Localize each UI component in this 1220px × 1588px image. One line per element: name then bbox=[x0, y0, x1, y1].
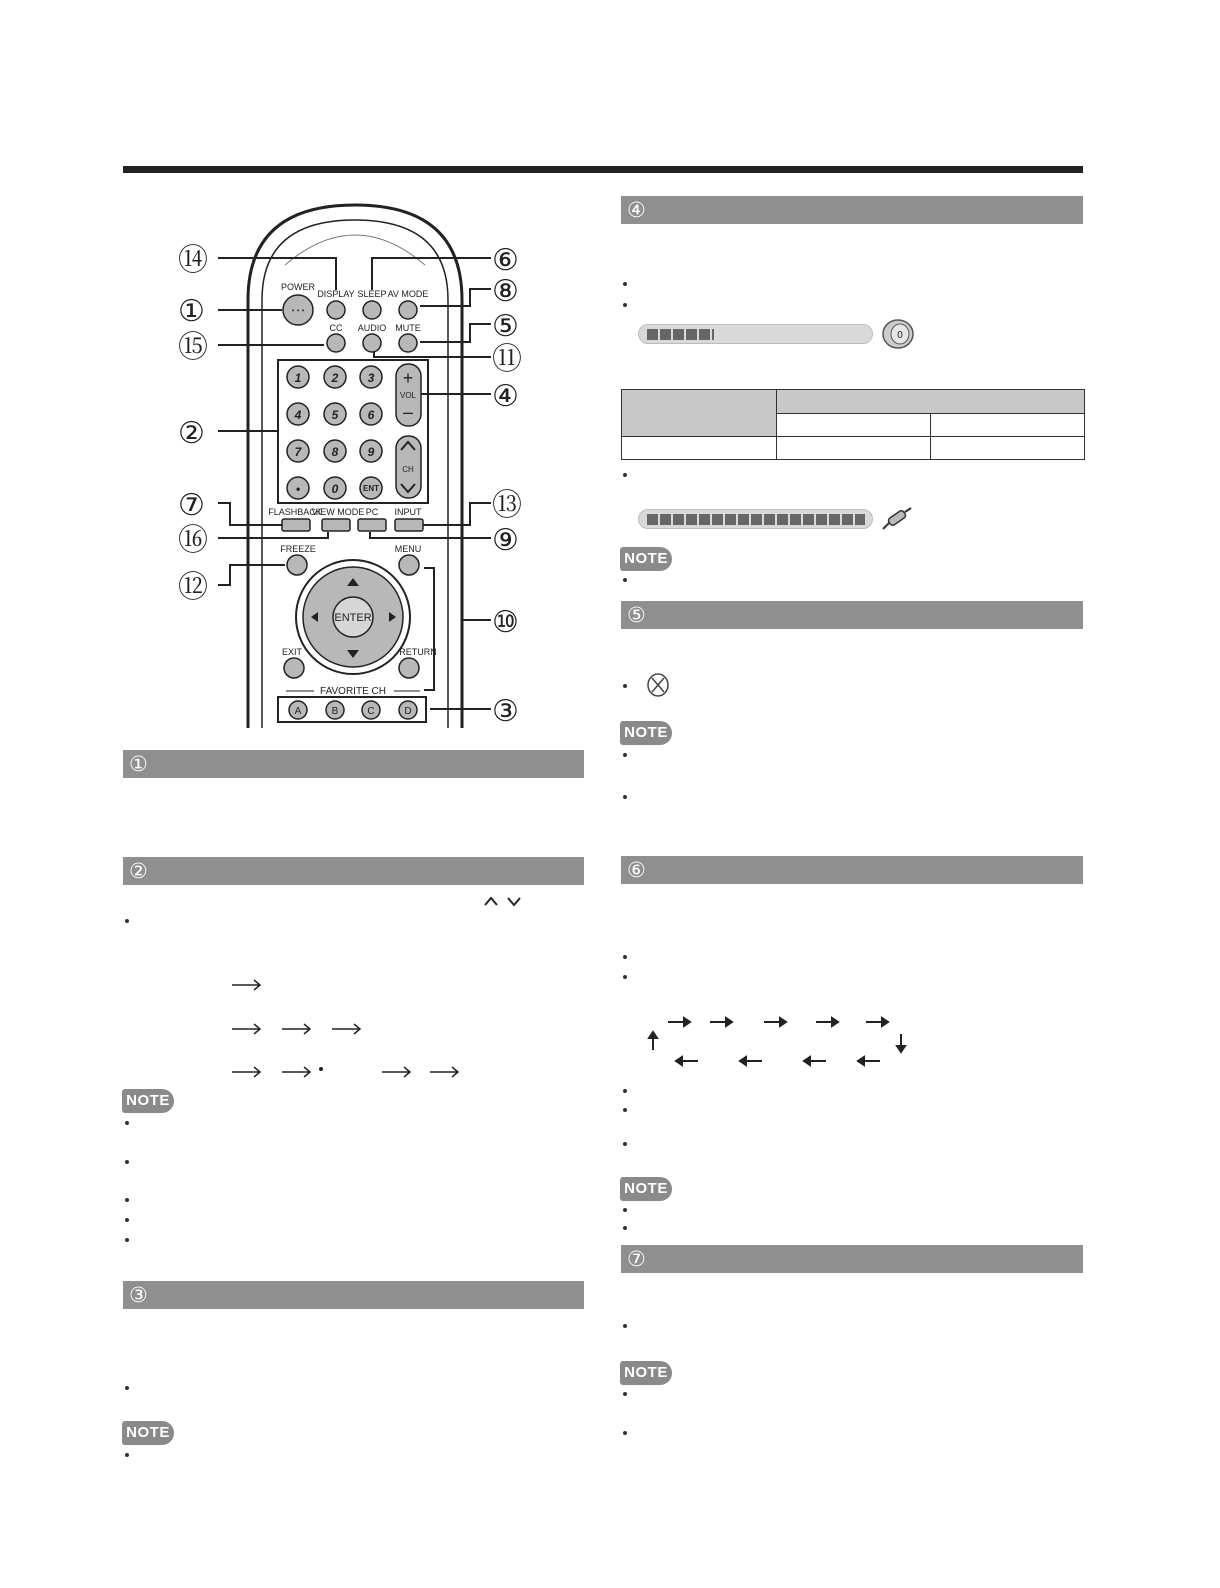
bullet bbox=[125, 1198, 129, 1202]
audio-label: AUDIO bbox=[357, 323, 387, 333]
callout-16: ⑯ bbox=[178, 524, 208, 557]
callout-4: ④ bbox=[492, 380, 519, 413]
callout-8: ⑧ bbox=[492, 275, 519, 308]
bullet bbox=[623, 955, 627, 959]
channel-up-down-icon bbox=[482, 894, 524, 908]
bullet bbox=[623, 578, 627, 582]
bullet bbox=[623, 1324, 627, 1328]
section-4-header bbox=[621, 196, 1083, 224]
volume-zero-label: 0 bbox=[897, 330, 903, 341]
menu-button[interactable] bbox=[399, 555, 419, 575]
bullet bbox=[623, 1226, 627, 1230]
audio-output-table bbox=[621, 389, 1085, 460]
svg-text:7: 7 bbox=[294, 445, 302, 459]
callout-15: ⑮ bbox=[178, 331, 208, 364]
cc-button[interactable] bbox=[327, 334, 345, 352]
enter-label: ENTER bbox=[334, 612, 372, 624]
sleep-timer-cycle-arrows bbox=[640, 1012, 920, 1072]
bullet bbox=[623, 753, 627, 757]
svg-text:• • •: • • • bbox=[291, 306, 305, 315]
bullet bbox=[125, 919, 129, 923]
callout-1: ① bbox=[178, 295, 205, 328]
cc-label: CC bbox=[329, 323, 343, 333]
flashback-button[interactable] bbox=[282, 519, 310, 531]
bullet bbox=[125, 1238, 129, 1242]
mute-label: MUTE bbox=[395, 323, 421, 333]
bullet bbox=[623, 1431, 627, 1435]
svg-text:B: B bbox=[331, 706, 339, 717]
bullet bbox=[623, 1208, 627, 1212]
bullet bbox=[623, 795, 627, 799]
section-7-number: ⑦ bbox=[627, 1247, 646, 1271]
audio-plug-icon bbox=[880, 506, 914, 532]
callout-2: ② bbox=[178, 417, 205, 450]
vol-plus-label: + bbox=[402, 368, 414, 388]
svg-text:D: D bbox=[404, 706, 412, 717]
note-badge: NOTE bbox=[620, 547, 672, 571]
power-label: POWER bbox=[280, 282, 316, 292]
section-3-number: ③ bbox=[129, 1283, 148, 1307]
section-2-header bbox=[123, 857, 584, 885]
note-badge: NOTE bbox=[620, 1361, 672, 1385]
svg-text:1: 1 bbox=[294, 371, 302, 385]
bullet bbox=[623, 303, 627, 307]
svg-text:8: 8 bbox=[331, 445, 339, 459]
note-badge: NOTE bbox=[122, 1421, 174, 1445]
callout-7: ⑦ bbox=[178, 489, 205, 522]
vol-minus-label: – bbox=[402, 402, 414, 422]
favorite-ch-label: FAVORITE CH bbox=[320, 686, 386, 697]
bullet bbox=[125, 1386, 129, 1390]
sleep-label: SLEEP bbox=[357, 289, 387, 299]
return-button[interactable] bbox=[399, 658, 419, 678]
bullet bbox=[623, 282, 627, 286]
svg-text:•: • bbox=[295, 482, 301, 496]
bullet bbox=[623, 975, 627, 979]
callout-12: ⑫ bbox=[178, 571, 208, 604]
bullet bbox=[623, 473, 627, 477]
svg-text:3: 3 bbox=[367, 371, 375, 385]
pc-label: PC bbox=[365, 507, 379, 517]
freeze-button[interactable] bbox=[287, 555, 307, 575]
exit-label: EXIT bbox=[281, 647, 303, 657]
section-6-number: ⑥ bbox=[627, 858, 646, 882]
return-label: RETURN bbox=[399, 647, 437, 657]
callout-14: ⑭ bbox=[178, 244, 208, 277]
av-mode-label: AV MODE bbox=[387, 289, 429, 299]
section-1-number: ① bbox=[129, 752, 148, 776]
volume-bar-full bbox=[638, 509, 873, 529]
svg-text:4: 4 bbox=[294, 408, 302, 422]
section-6-header bbox=[621, 856, 1083, 884]
menu-label: MENU bbox=[394, 544, 422, 554]
bullet bbox=[623, 684, 627, 688]
channel-entry-arrows bbox=[228, 975, 468, 1081]
callout-11: ⑪ bbox=[492, 343, 522, 376]
flashback-label: FLASHBACK bbox=[268, 507, 322, 517]
bullet bbox=[125, 1121, 129, 1125]
note-badge: NOTE bbox=[620, 721, 672, 745]
callout-3: ③ bbox=[492, 695, 519, 728]
section-3-header bbox=[123, 1281, 584, 1309]
callout-13: ⑬ bbox=[492, 489, 522, 522]
sleep-button[interactable] bbox=[363, 301, 381, 319]
callout-5: ⑤ bbox=[492, 310, 519, 343]
bullet bbox=[623, 1108, 627, 1112]
callout-9: ⑨ bbox=[492, 524, 519, 557]
svg-text:C: C bbox=[367, 706, 375, 717]
section-5-header bbox=[621, 601, 1083, 629]
svg-text:9: 9 bbox=[367, 445, 375, 459]
bullet bbox=[125, 1218, 129, 1222]
freeze-label: FREEZE bbox=[280, 544, 316, 554]
audio-button[interactable] bbox=[363, 334, 381, 352]
top-rule bbox=[123, 166, 1083, 173]
note-badge: NOTE bbox=[122, 1089, 174, 1113]
speaker-icon bbox=[881, 318, 915, 350]
exit-button[interactable] bbox=[284, 658, 304, 678]
volume-bar bbox=[638, 324, 873, 344]
svg-text:ENT: ENT bbox=[363, 484, 379, 493]
section-1-header bbox=[123, 750, 584, 778]
svg-text:5: 5 bbox=[331, 408, 339, 422]
section-7-header bbox=[621, 1245, 1083, 1273]
section-5-number: ⑤ bbox=[627, 603, 646, 627]
bullet bbox=[623, 1142, 627, 1146]
av-mode-button[interactable] bbox=[399, 301, 417, 319]
bullet bbox=[125, 1453, 129, 1457]
bullet bbox=[125, 1160, 129, 1164]
ch-label: CH bbox=[402, 465, 414, 474]
svg-text:0: 0 bbox=[331, 482, 339, 496]
section-4-number: ④ bbox=[627, 198, 646, 222]
pc-button[interactable] bbox=[358, 519, 386, 531]
svg-text:A: A bbox=[294, 706, 302, 717]
view-mode-label: VIEW MODE bbox=[311, 507, 365, 517]
input-label: INPUT bbox=[394, 507, 422, 517]
bullet bbox=[623, 1089, 627, 1093]
bullet bbox=[623, 1392, 627, 1396]
svg-text:6: 6 bbox=[367, 408, 375, 422]
callout-10: ⑩ bbox=[492, 606, 519, 639]
mute-button[interactable] bbox=[399, 334, 417, 352]
callout-6: ⑥ bbox=[492, 244, 519, 277]
section-2-number: ② bbox=[129, 859, 148, 883]
mute-icon bbox=[646, 673, 670, 697]
display-button[interactable] bbox=[327, 301, 345, 319]
vol-label: VOL bbox=[399, 391, 417, 400]
note-badge: NOTE bbox=[620, 1177, 672, 1201]
view-mode-button[interactable] bbox=[322, 519, 350, 531]
remote-control-illustration bbox=[170, 200, 540, 730]
display-label: DISPLAY bbox=[317, 289, 355, 299]
svg-text:2: 2 bbox=[331, 371, 339, 385]
input-button[interactable] bbox=[395, 519, 423, 531]
